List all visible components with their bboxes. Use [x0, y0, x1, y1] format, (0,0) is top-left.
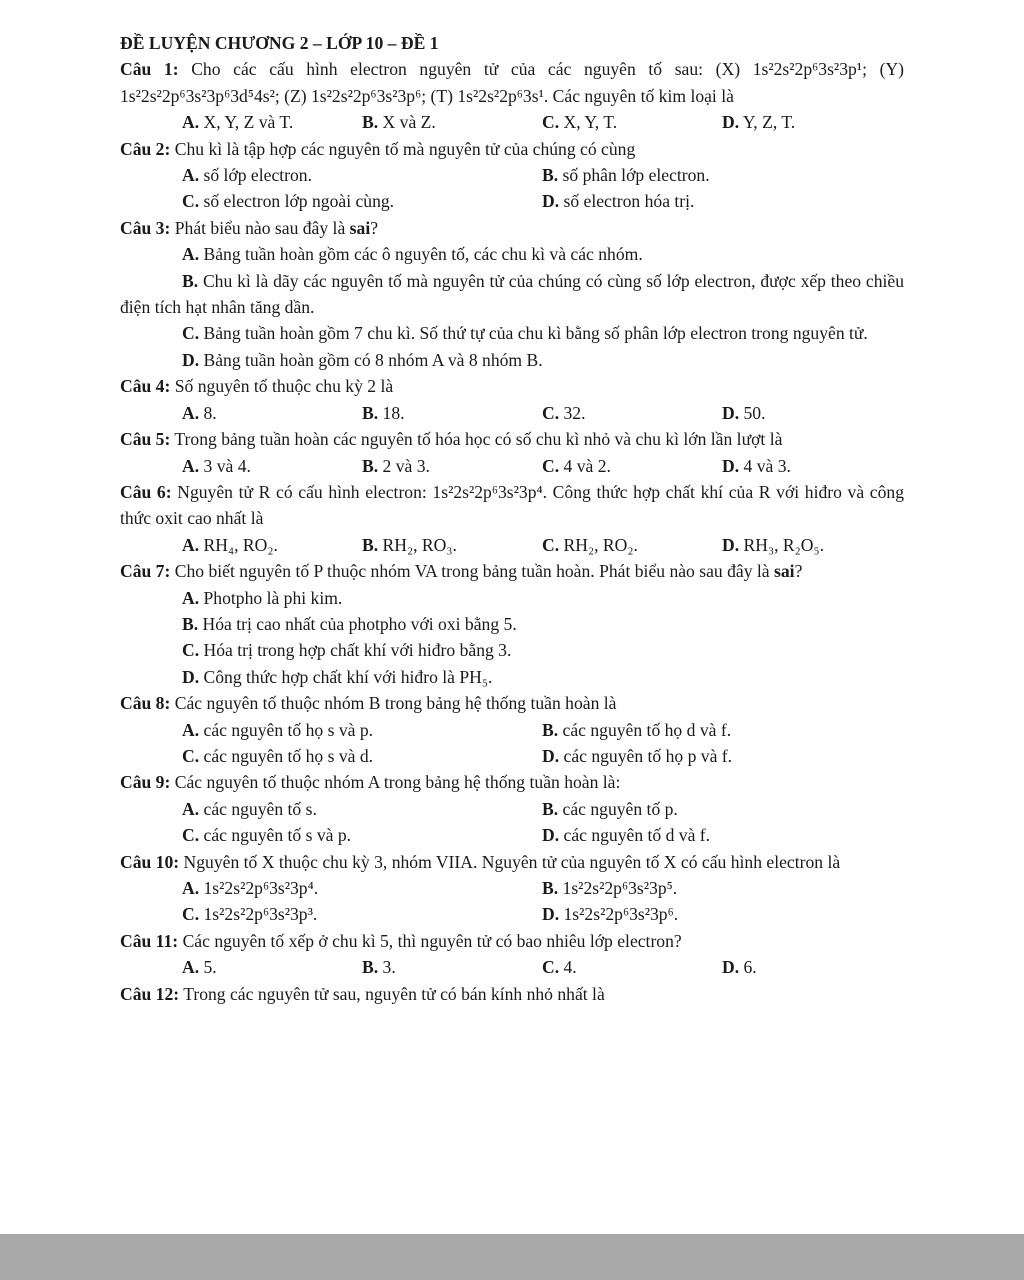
option-a	[182, 875, 542, 901]
option-letter: B.	[182, 613, 199, 634]
question-stem: Các nguyên tố thuộc nhóm B trong bảng hệ thống tuần hoàn là	[170, 693, 617, 714]
option-text: 4 và 3.	[739, 455, 791, 476]
exam-content	[120, 30, 904, 1007]
option-c	[542, 400, 722, 426]
option-letter: A.	[182, 719, 200, 740]
option-b	[362, 109, 542, 135]
option-c	[182, 188, 542, 214]
option-text: 8.	[199, 402, 217, 423]
option-letter: D.	[542, 191, 560, 212]
question-stem: Trong bảng tuần hoàn các nguyên tố hóa học có số chu kì nhỏ và chu kì lớn lần lượt là	[170, 429, 783, 450]
option-letter: C.	[182, 191, 200, 212]
question-stem: Phát biểu nào sau đây là	[170, 217, 350, 238]
options-row	[120, 400, 904, 426]
option-d	[542, 743, 902, 769]
option-text: X, Y, Z và T.	[199, 112, 294, 133]
option-text: Bảng tuần hoàn gồm có 8 nhóm A và 8 nhóm B.	[199, 349, 543, 370]
question-stem: Cho các cấu hình electron nguyên tử của các nguyên tố sau: (X) 1s²2s²2p⁶3s²3p¹; (Y) 1s²2s²2p⁶3s²3p⁶3d⁵4s²; (Z) 1s²2s²2p⁶3s²3p⁶; (T) 1s²2s²2p⁶3s¹. Các nguyên tố kim loại là	[120, 59, 905, 106]
question-label: Câu 10:	[120, 851, 180, 872]
options-row	[120, 901, 904, 927]
option-text: 1s²2s²2p⁶3s²3p⁵.	[558, 878, 678, 898]
option-text: Bảng tuần hoàn gồm các ô nguyên tố, các chu kì và các nhóm.	[199, 244, 643, 265]
option-text: 50.	[739, 402, 766, 423]
options-row	[120, 875, 904, 901]
option-c	[120, 637, 904, 663]
option-letter: A.	[182, 112, 200, 133]
option-text: 3.	[378, 957, 396, 978]
option-d	[120, 664, 904, 690]
option-text: 32.	[559, 402, 586, 423]
option-letter: D.	[182, 349, 200, 370]
option-letter: A.	[182, 878, 200, 898]
option-letter: D.	[722, 402, 740, 423]
question-label: Câu 6:	[120, 481, 172, 502]
question-label: Câu 3:	[120, 217, 171, 238]
option-a	[182, 717, 542, 743]
option-d	[722, 954, 902, 980]
option-text: số electron hóa trị.	[559, 191, 695, 212]
option-a	[120, 241, 904, 267]
question-label: Câu 11:	[120, 930, 179, 951]
option-text: 1s²2s²2p⁶3s²3p⁶.	[559, 904, 679, 925]
option-b	[542, 717, 902, 743]
option-d	[722, 453, 902, 479]
option-a	[182, 453, 362, 479]
option-text: số phân lớp electron.	[558, 165, 710, 186]
option-text: các nguyên tố họ p và f.	[559, 745, 733, 766]
option-text: các nguyên tố họ d và f.	[558, 719, 732, 740]
question-stem: Các nguyên tố thuộc nhóm A trong bảng hệ thống tuần hoàn là:	[170, 772, 621, 793]
page-title: ĐỀ LUYỆN CHƯƠNG 2 – LỚP 10 – ĐỀ 1	[120, 33, 439, 53]
question-stem: Trong các nguyên tử sau, nguyên tử có bán kính nhỏ nhất là	[179, 983, 605, 1004]
question-label: Câu 5:	[120, 429, 171, 450]
option-text: các nguyên tố s và p.	[199, 825, 352, 846]
option-a	[182, 954, 362, 980]
option-letter: C.	[182, 640, 200, 661]
option-d	[542, 188, 902, 214]
option-letter: D.	[722, 534, 740, 555]
option-text: các nguyên tố p.	[558, 798, 678, 819]
question-label: Câu 9:	[120, 772, 171, 793]
option-letter: A.	[182, 244, 200, 265]
option-text: Chu kì là dãy các nguyên tố mà nguyên tử của chúng có cùng số lớp electron, được xếp theo chiều điện tích hạt nhân tăng dần.	[120, 270, 904, 318]
option-b	[120, 611, 904, 637]
option-text: 1s²2s²2p⁶3s²3p³.	[199, 904, 318, 925]
option-letter: B.	[362, 402, 379, 423]
options-row	[120, 453, 904, 479]
option-a	[182, 532, 362, 558]
option-text: 3 và 4.	[199, 455, 251, 476]
option-c	[182, 822, 542, 848]
question-8	[120, 690, 904, 716]
option-text: X, Y, T.	[559, 112, 618, 133]
option-text: 2 và 3.	[378, 455, 430, 476]
option-c	[542, 954, 722, 980]
option-b	[362, 453, 542, 479]
options-row	[120, 162, 904, 188]
question-12	[120, 981, 904, 1007]
option-b	[542, 875, 902, 901]
option-letter: D.	[722, 957, 740, 978]
option-text: RH₂, RO₂.	[559, 534, 638, 555]
question-label: Câu 12:	[120, 983, 180, 1004]
option-text: X và Z.	[378, 112, 436, 133]
options-row	[120, 109, 904, 135]
option-text: Hóa trị trong hợp chất khí với hiđro bằng 3.	[199, 640, 512, 661]
viewer-bottom-bar	[0, 1234, 1024, 1280]
option-letter: B.	[362, 534, 379, 555]
option-letter: B.	[362, 957, 379, 978]
option-text: 5.	[199, 957, 217, 978]
option-letter: D.	[542, 825, 560, 846]
option-c	[182, 901, 542, 927]
option-text: 6.	[739, 957, 757, 978]
option-letter: C.	[542, 534, 560, 555]
option-letter: A.	[182, 165, 200, 186]
options-row	[120, 954, 904, 980]
option-letter: C.	[542, 455, 560, 476]
option-letter: A.	[182, 455, 200, 476]
question-stem-end: ?	[794, 561, 803, 582]
option-text: RH₄, RO₂.	[199, 534, 278, 555]
option-a	[120, 585, 904, 611]
question-label: Câu 8:	[120, 693, 171, 714]
question-2	[120, 136, 904, 162]
question-stem: Số nguyên tố thuộc chu kỳ 2 là	[170, 376, 394, 397]
option-letter: B.	[542, 165, 559, 186]
question-label: Câu 4:	[120, 376, 171, 397]
option-letter: D.	[722, 455, 740, 476]
question-stem-end: ?	[370, 217, 379, 238]
option-letter: A.	[182, 402, 200, 423]
option-c	[542, 109, 722, 135]
option-d	[542, 822, 902, 848]
option-b	[120, 268, 904, 321]
question-10	[120, 849, 904, 875]
question-stem: Nguyên tử R có cấu hình electron: 1s²2s²2p⁶3s²3p⁴. Công thức hợp chất khí của R với hiđro và công thức oxit cao nhất là	[120, 481, 904, 529]
option-text: 4 và 2.	[559, 455, 611, 476]
option-letter: C.	[542, 112, 560, 133]
option-letter: B.	[542, 719, 559, 740]
option-letter: B.	[362, 112, 379, 133]
option-d	[722, 400, 902, 426]
option-letter: C.	[182, 825, 200, 846]
option-c	[542, 453, 722, 479]
option-letter: D.	[722, 112, 740, 133]
option-d	[542, 901, 902, 927]
question-7	[120, 558, 904, 584]
option-d	[722, 109, 902, 135]
option-letter: C.	[542, 402, 560, 423]
option-d	[120, 347, 904, 373]
option-text: RH₃, R₂O₅.	[739, 534, 824, 555]
option-d	[722, 532, 902, 558]
option-b	[542, 796, 902, 822]
option-letter: D.	[182, 666, 200, 687]
option-text: Công thức hợp chất khí với hiđro là PH₅.	[199, 666, 493, 687]
question-stem-emphasis: sai	[774, 561, 795, 582]
option-text: Photpho là phi kim.	[199, 587, 343, 608]
options-row	[120, 796, 904, 822]
option-c	[542, 532, 722, 558]
option-b	[362, 532, 542, 558]
option-text: 4.	[559, 957, 577, 978]
question-label: Câu 7:	[120, 561, 171, 582]
option-text: số electron lớp ngoài cùng.	[199, 191, 395, 212]
option-letter: A.	[182, 798, 200, 819]
option-a	[182, 162, 542, 188]
question-stem: Cho biết nguyên tố P thuộc nhóm VA trong bảng tuần hoàn. Phát biểu nào sau đây là	[170, 561, 775, 582]
question-5	[120, 426, 904, 452]
option-text: 1s²2s²2p⁶3s²3p⁴.	[199, 878, 319, 898]
option-text: Y, Z, T.	[739, 112, 796, 133]
option-text: các nguyên tố d và f.	[559, 825, 711, 846]
option-letter: D.	[542, 745, 560, 766]
option-b	[542, 162, 902, 188]
question-stem: Các nguyên tố xếp ở chu kì 5, thì nguyên tử có bao nhiêu lớp electron?	[178, 930, 682, 951]
option-text: Bảng tuần hoàn gồm 7 chu kì. Số thứ tự của chu kì bằng số phân lớp electron trong nguyên tử.	[199, 323, 868, 344]
question-11	[120, 928, 904, 954]
options-row	[120, 743, 904, 769]
option-letter: A.	[182, 957, 200, 978]
question-4	[120, 373, 904, 399]
option-a	[182, 109, 362, 135]
question-6	[120, 479, 904, 532]
option-letter: C.	[182, 323, 200, 344]
option-letter: B.	[362, 455, 379, 476]
option-c	[182, 743, 542, 769]
option-letter: A.	[182, 534, 200, 555]
question-stem: Chu kì là tập hợp các nguyên tố mà nguyên tử của chúng có cùng	[170, 138, 636, 159]
question-label: Câu 2:	[120, 138, 171, 159]
option-letter: B.	[542, 878, 559, 898]
option-text: Hóa trị cao nhất của photpho với oxi bằng 5.	[198, 613, 517, 634]
option-c	[120, 320, 904, 346]
option-text: các nguyên tố s.	[199, 798, 317, 819]
option-text: RH₂, RO₃.	[378, 534, 457, 555]
option-a	[182, 796, 542, 822]
option-letter: C.	[182, 745, 200, 766]
option-b	[362, 400, 542, 426]
question-1	[120, 56, 904, 109]
question-stem: Nguyên tố X thuộc chu kỳ 3, nhóm VIIA. Nguyên tử của nguyên tố X có cấu hình electron là	[179, 851, 841, 872]
option-text: số lớp electron.	[199, 165, 312, 186]
option-letter: A.	[182, 587, 200, 608]
option-text: các nguyên tố họ s và d.	[199, 745, 374, 766]
option-text: các nguyên tố họ s và p.	[199, 719, 374, 740]
option-letter: D.	[542, 904, 560, 925]
option-b	[362, 954, 542, 980]
option-a	[182, 400, 362, 426]
option-text: 18.	[378, 402, 405, 423]
option-letter: C.	[542, 957, 560, 978]
option-letter: B.	[542, 798, 559, 819]
options-row	[120, 822, 904, 848]
options-row	[120, 188, 904, 214]
options-row	[120, 532, 904, 558]
options-row	[120, 717, 904, 743]
question-stem-emphasis: sai	[349, 217, 371, 238]
option-letter: C.	[182, 904, 200, 925]
question-label: Câu 1:	[120, 59, 179, 80]
question-3	[120, 215, 904, 241]
question-9	[120, 769, 904, 795]
option-letter: B.	[182, 270, 199, 291]
